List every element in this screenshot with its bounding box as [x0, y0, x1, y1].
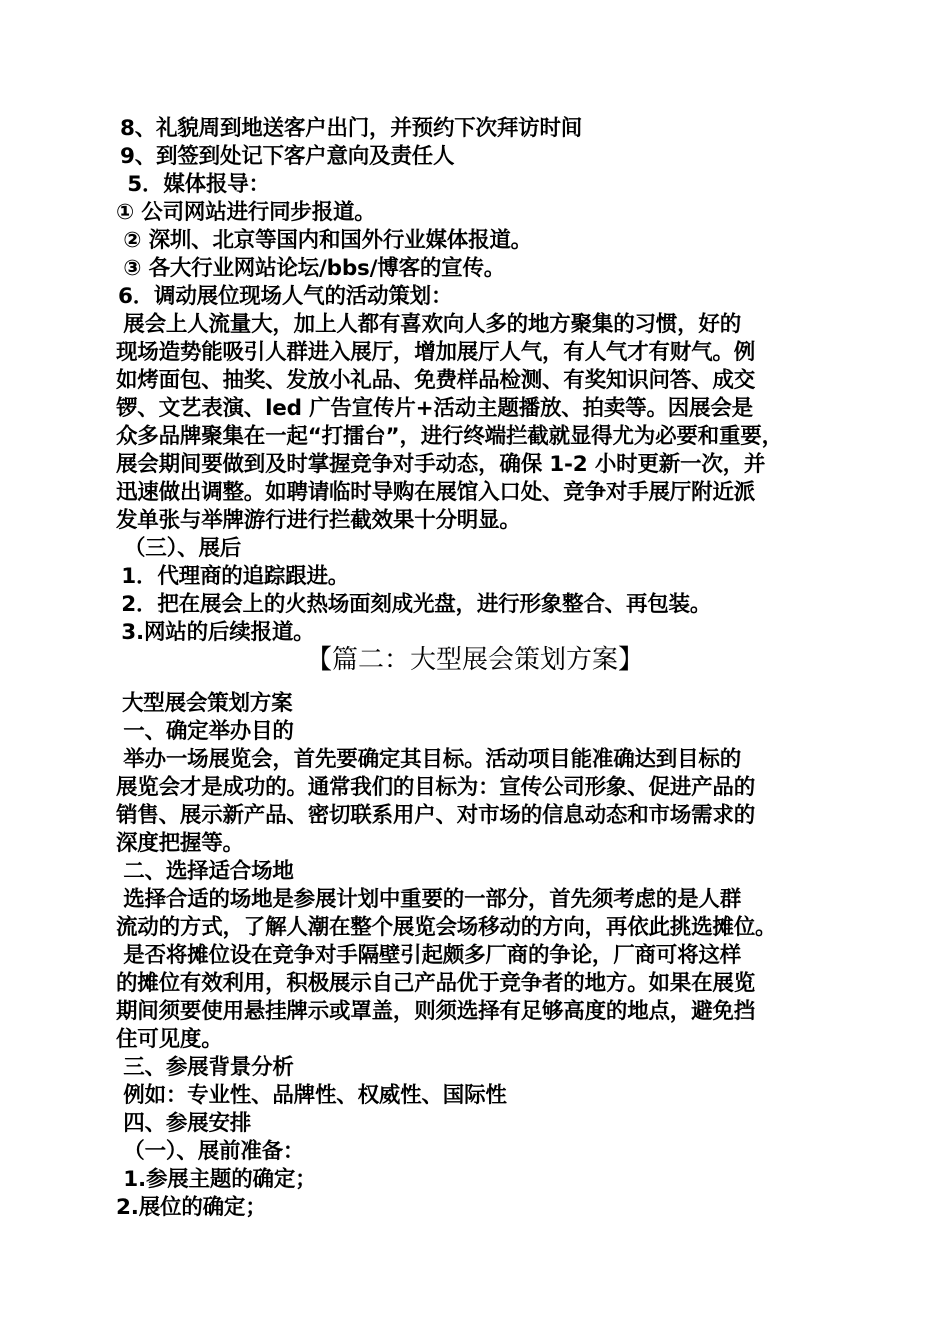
text-line: 1．代理商的追踪跟进。	[114, 564, 350, 589]
text-line: （三）、展后	[124, 536, 242, 561]
text-line: 展会上人流量大，加上人都有喜欢向人多的地方聚集的习惯，好的	[116, 312, 741, 337]
text-line: 迅速做出调整。如聘请临时导购在展馆入口处、竞争对手展厅附近派	[116, 480, 756, 505]
text-line: 住可见度。	[116, 1027, 223, 1052]
text-line: 深度把握等。	[116, 831, 244, 856]
text-line: 2．把在展会上的火热场面刻成光盘，进行形象整合、再包装。	[114, 592, 712, 617]
text-line: 销售、展示新产品、密切联系用户、对市场的信息动态和市场需求的	[116, 803, 756, 828]
text-line: 展览会才是成功的。通常我们的目标为：宣传公司形象、促进产品的	[116, 775, 756, 800]
text-line: 大型展会策划方案	[122, 691, 293, 716]
part-title: 【篇二：大型展会策划方案】	[305, 645, 644, 675]
text-line: 举办一场展览会，首先要确定其目标。活动项目能准确达到目标的	[116, 747, 741, 772]
text-line: 6．调动展位现场人气的活动策划：	[118, 284, 453, 309]
text-line: （一）、展前准备：	[116, 1139, 305, 1164]
text-line: 锣、文艺表演、led 广告宣传片+活动主题播放、拍卖等。因展会是	[116, 396, 753, 421]
text-line: 期间须要使用悬挂牌示或罩盖，则须选择有足够高度的地点，避免挡	[116, 999, 756, 1024]
text-line: 三、参展背景分析	[116, 1055, 294, 1080]
text-line: 的摊位有效利用，积极展示自己产品优于竞争者的地方。如果在展览	[116, 971, 756, 996]
text-line: 现场造势能吸引人群进入展厅，增加展厅人气，有人气才有财气。例	[116, 340, 756, 365]
text-line: 选择合适的场地是参展计划中重要的一部分，首先须考虑的是人群	[116, 887, 741, 912]
text-line: 四、参展安排	[116, 1111, 252, 1136]
text-line: 5．媒体报导：	[120, 172, 270, 197]
text-line: 例如：专业性、品牌性、权威性、国际性	[116, 1083, 507, 1108]
text-line: 流动的方式，了解人潮在整个展览会场移动的方向，再依此挑选摊位。	[116, 915, 777, 940]
text-line: 展会期间要做到及时掌握竞争对手动态，确保 1-2 小时更新一次，并	[116, 452, 766, 477]
text-line: 二、选择适合场地	[116, 859, 294, 884]
text-line: 如烤面包、抽奖、发放小礼品、免费样品检测、有奖知识问答、成交	[116, 368, 756, 393]
text-line: ② 深圳、北京等国内和国外行业媒体报道。	[116, 228, 532, 253]
text-line: 众多品牌聚集在一起“打擂台”，进行终端拦截就显得尤为必要和重要，	[116, 424, 783, 449]
text-line: 8、礼貌周到地送客户出门，并预约下次拜访时间	[120, 116, 583, 141]
text-line: 3.网站的后续报道。	[114, 620, 315, 645]
text-line: 1.参展主题的确定；	[116, 1167, 317, 1192]
text-line: 是否将摊位设在竞争对手隔壁引起颇多厂商的争论，厂商可将这样	[116, 943, 741, 968]
text-line: 一、确定举办目的	[116, 719, 294, 744]
text-line: 2.展位的确定；	[116, 1195, 267, 1220]
text-line: 发单张与举牌游行进行拦截效果十分明显。	[116, 508, 521, 533]
text-line: 9、到签到处记下客户意向及责任人	[120, 144, 455, 169]
text-line: ③ 各大行业网站论坛/bbs/博客的宣传。	[116, 256, 506, 281]
text-line: ① 公司网站进行同步报道。	[116, 200, 376, 225]
